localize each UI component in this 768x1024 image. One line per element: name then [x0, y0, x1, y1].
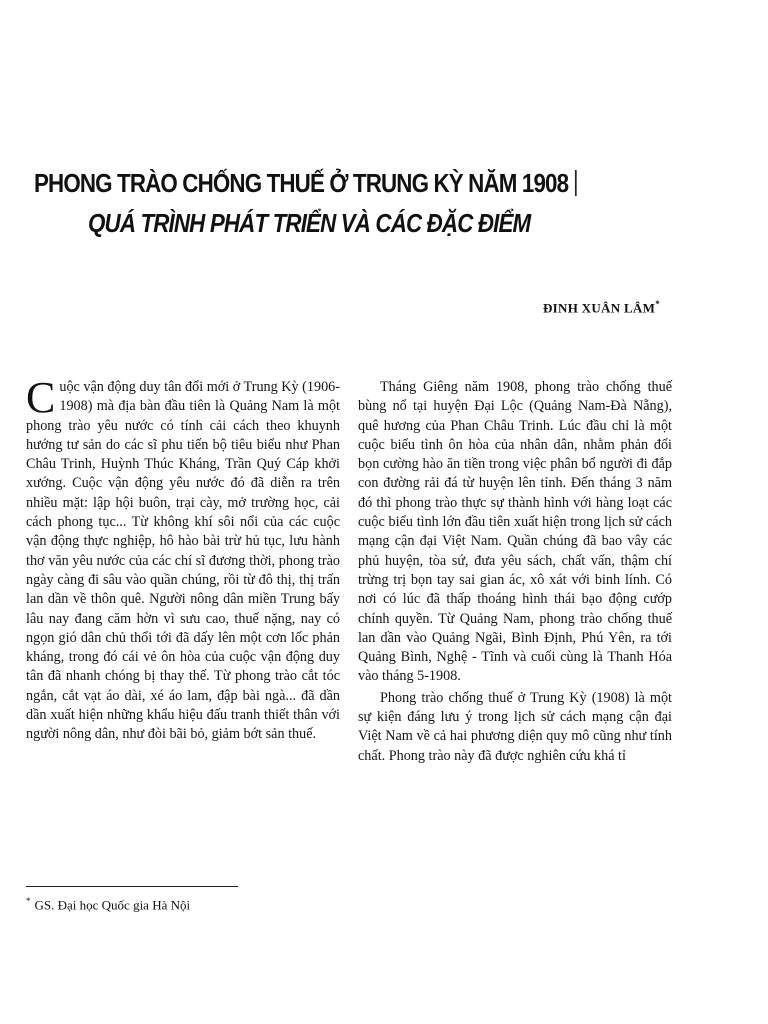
article-title [34, 168, 584, 199]
article-title-text: PHONG TRÀO CHỐNG THUẾ Ở TRUNG KỲ NĂM 1908 [34, 168, 569, 198]
footnote-text: GS. Đại học Quốc gia Hà Nội [34, 897, 191, 913]
right-paragraph-2: Phong trào chống thuế ở Trung Kỳ (1908) là một sự kiện đáng lưu ý trong lịch sử cách mạng cận đại Việt Nam về cả hai phương diện quy mô cũng như tính chất. Phong trào này đã được nghiên cứu khá tỉ [358, 689, 672, 764]
left-paragraph-text: uộc vận động duy tân đổi mới ở Trung Kỳ (1906-1908) mà địa bàn đầu tiên là Quảng Nam là một phong trào yêu nước có tính cải cách theo khuynh hướng tư sản do các sĩ phu tiến bộ tiêu biểu như Phan Châu Trinh, Huỳnh Thúc Kháng, Trần Quý Cáp khởi xướng. Cuộc vận động yêu nước đó đã diễn ra trên nhiều mặt: lập hội buôn, trại cày, mở trường học, cải cách phong tục... Từ không khí sôi nổi của các cuộc vận động thực nghiệp, hô hào bài trừ hủ tục, lưu hành thơ văn yêu nước của các chí sĩ đương thời, phong trào ngày càng đi sâu vào quần chúng, rồi từ đô thị, thị trấn lan dần về thôn quê. Người nông dân miền Trung bấy lâu nay đang căm hờn vì sưu cao, thuế nặng, nay có ngọn gió dân chủ thổi tới đã dấy lên một cơn lốc phản kháng, trong đó cái vẻ ôn hòa của cuộc vận động duy tân đã nhanh chóng bị thay thế. Từ phong trào cắt tóc ngắn, cắt vạt áo dài, xé áo lam, đập bài ngà... đã dần dần xuất hiện những khẩu hiệu đấu tranh thiết thân với người nông dân, như đòi bãi bỏ, giảm bớt sản thuế. [26, 379, 340, 743]
author-byline [543, 299, 660, 316]
left-column [26, 373, 340, 745]
right-column [358, 378, 672, 766]
article-subtitle: QUÁ TRÌNH PHÁT TRIỂN VÀ CÁC ĐẶC ĐIỂM [88, 208, 531, 238]
author-name: ĐINH XUÂN LÂM [542, 300, 656, 316]
left-paragraph [26, 373, 340, 745]
right-paragraph-1: Tháng Giêng năm 1908, phong trào chống thuế bùng nổ tại huyện Đại Lộc (Quảng Nam-Đà Nẵng), quê hương của Phan Châu Trinh. Lúc đầu chỉ là một cuộc biểu tình ôn hòa của nhân dân, nhằm phản đối bọn cường hào ăn tiền trong việc phân bổ người đi đắp con đường rải đá từ huyện lên tỉnh. Đến tháng 3 năm đó thì phong trào thực sự thành hình với hàng loạt các cuộc biểu tình lớn đầu tiên xuất hiện trong lịch sử cách mạng cận đại Việt Nam. Quần chúng đã bao vây các phủ huyện, tòa sứ, đưa yêu sách, chất vấn, thậm chí trừng trị bọn tay sai gian ác, xô xát với binh lính. Có nơi có lúc đã thấp thoáng hình thái bạo động cướp chính quyền. Từ Quảng Nam, phong trào chống thuế lan dần vào Quảng Ngãi, Bình Định, Phú Yên, ra tới Quảng Bình, Nghệ - Tĩnh và cuối cùng là Thanh Hóa vào tháng 5-1908. [358, 379, 672, 685]
author-footnote-mark: * [655, 299, 660, 309]
footnote-mark: * [26, 896, 31, 906]
footnote-divider [26, 886, 238, 887]
footnote [26, 896, 190, 913]
drop-cap: C [26, 373, 56, 422]
title-vertical-bar [575, 170, 577, 196]
